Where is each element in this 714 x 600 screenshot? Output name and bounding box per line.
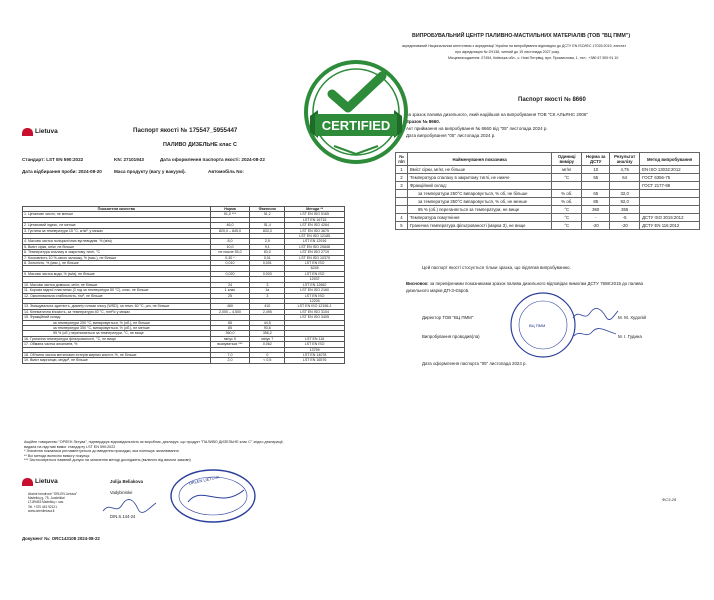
result-method-cell: ГОСТ 6356-75 (640, 174, 700, 182)
actual-cell: 1a (250, 288, 285, 293)
left-signature-icon (100, 497, 160, 517)
result-method-cell: EN ISO 13032:2012 (640, 166, 700, 174)
actual-cell: мінус 7 (250, 336, 285, 341)
conclusion-label: Висновок: (406, 281, 429, 286)
indicator-cell: 13. Змащувальна здатність, діаметр плями зносу (WSD), за темп. 60 °C, µm, не більше (23, 304, 211, 309)
sampling-value: 2024-08-20 (78, 169, 102, 174)
right-date-line: Дата оформлення паспорта "05" листопада 2024 р. (422, 361, 527, 366)
actual-cell: 3 (250, 293, 285, 298)
result-name-cell: 95 % (об.) переганяється за температури, не вище (407, 206, 551, 214)
result-norm-cell: 85 (582, 198, 610, 206)
right-header-name: Найменування показника (407, 153, 551, 166)
norm-cell: 85 (210, 325, 250, 330)
vehicle-label: Автомобіль No: (208, 169, 244, 174)
method-cell: LST EN ISO 3104 (285, 309, 345, 314)
orlen-stamp-icon (168, 466, 258, 526)
method-cell: LST EN 16715 (285, 217, 345, 222)
indicator-cell: за температури 350 °C, випаровується, % (об.), не менше (23, 325, 211, 330)
method-cell: LST EN 14078 (285, 352, 345, 357)
footer-logo-text: Lietuva (35, 478, 58, 485)
left-quality-passport (20, 104, 350, 549)
table-row (396, 222, 700, 230)
doc-number-label: Документ №: (22, 536, 51, 541)
left-product-name: ПАЛИВО ДИЗЕЛЬНЕ клас С (163, 142, 237, 148)
result-method-cell: ДСТУ EN 116:2012 (640, 222, 700, 230)
indicator-cell: 4. Масова частка поліциклічних вуглеводнів, % (м/м) (23, 239, 211, 244)
signer-name: Julija Beliakova (110, 479, 143, 484)
certified-label: CERTIFIED (321, 118, 391, 133)
accreditation-line-3: Місцезнаходження: 07454, Київська обл., с. Нові Петрівці, вул. Промислова, 1, тел.: +380 67 559 91 10 (448, 56, 619, 60)
tester-label: Випробування проводив(ла) (422, 334, 480, 339)
indicator-cell: 8. Зольність, % (мас.), не більше (23, 261, 211, 266)
result-no-cell (396, 206, 408, 214)
indicator-cell: 18. Об'ємна частка метилових естерів жирних кислот, %, не більше (23, 352, 211, 357)
director-name: М. М. Худолій (618, 315, 646, 320)
result-no-cell: 4 (396, 214, 408, 222)
result-unit-cell: °С (552, 206, 582, 214)
norm-cell: 360,0 (210, 331, 250, 336)
right-header-no: № п/п (396, 153, 408, 166)
table-row (396, 206, 700, 214)
method-cell: LST EN ISO 5165 (285, 212, 345, 217)
intro-sample: на зразок палива дизельного, який надійшов на випробування ТОВ "СК АЛЬЯНС 2006" (406, 112, 588, 117)
right-header-unit: Одиниці виміру (552, 153, 582, 166)
left-header-norm: Норма (210, 207, 250, 212)
result-norm-cell: 65 (582, 190, 610, 198)
result-method-cell: ГОСТ 2177-99 (640, 182, 700, 190)
conclusion-text-2: дизельного марки ДП-З-Євро5. (406, 288, 470, 293)
method-cell: LST EN ISO (285, 293, 345, 298)
table-row (396, 174, 700, 182)
kn-line (114, 158, 144, 163)
result-method-cell (640, 206, 700, 214)
company-address (28, 492, 77, 513)
actual-cell: 44,5 (250, 320, 285, 325)
tester-signature-icon (570, 326, 620, 342)
result-method-cell (640, 198, 700, 206)
kn-value: 27101943 (123, 157, 144, 162)
result-unit-cell (552, 182, 582, 190)
method-cell: LST EN ISO 12156-1 (285, 304, 345, 309)
note-line: ** Всі методи включно вимогу покупця (24, 453, 90, 458)
sampling-label: Дата відбирання проби: (22, 169, 78, 174)
signer-code: DIN.S.144-24 (110, 514, 136, 519)
badge-ring-icon (306, 62, 406, 162)
result-norm-cell: 10 (582, 166, 610, 174)
table-row (396, 166, 700, 174)
norm-cell: 8,0 (210, 239, 250, 244)
norm-cell: мінус 5 (210, 336, 250, 341)
indicator-cell: 14. Кінематична в'язкість, за температури 40 °C, mm²/с у межах (23, 309, 211, 314)
result-name-cell: за температури 250°С випаровується, % об, не більше (407, 190, 551, 198)
left-quality-table (22, 206, 345, 364)
result-name-cell: Температура помутніння (407, 214, 551, 222)
method-cell: 13759 (285, 347, 345, 352)
actual-cell: 9,1 (250, 244, 285, 249)
norm-cell: 24 (210, 282, 250, 287)
tester-name: М. І. Гудина (618, 334, 642, 339)
norm-cell: 2,000 – 4,500 (210, 309, 250, 314)
result-result-cell: 4,75 (610, 166, 640, 174)
right-passport-title: Паспорт якості № 8660 (518, 97, 586, 103)
orlen-logo-icon (22, 128, 33, 136)
intro-test-date: Дата випробування "05" листопада 2024 р. (406, 133, 496, 138)
right-results-table (395, 152, 700, 230)
norm-cell: 46,0 (210, 223, 250, 228)
table-row (23, 358, 345, 363)
actual-cell: 3 (250, 282, 285, 287)
left-notes (24, 440, 344, 463)
standard-label: Стандарт: (22, 157, 45, 162)
method-cell: LST EN 12916 (285, 239, 345, 244)
conclusion-text-1: за перевіреними показниками зразок палива дизельного відповідає вимогам ДСТУ 7688:2015 до палива (429, 281, 643, 286)
result-no-cell (396, 198, 408, 206)
method-cell: LST EN ISO (285, 261, 345, 266)
norm-cell: 2,0 (210, 358, 250, 363)
director-signature-icon (570, 306, 620, 324)
result-result-cell: 64 (610, 174, 640, 182)
method-cell: 12937 (285, 277, 345, 282)
actual-cell: 51,2 (250, 212, 285, 217)
conclusion-line-1 (406, 282, 643, 286)
intro-sample-no: Зразок № 8660. (406, 119, 441, 124)
result-method-cell: ДСТУ ISO 3015:2012 (640, 214, 700, 222)
method-cell: LST EN ISO 10370 (285, 255, 345, 260)
result-unit-cell: мг/кг (552, 166, 582, 174)
norm-cell: 1 клас (210, 288, 250, 293)
actual-cell: 356,2 (250, 331, 285, 336)
actual-cell: 0,003 (250, 271, 285, 276)
method-cell: LST EN ISO (285, 271, 345, 276)
result-result-cell: -20 (610, 222, 640, 230)
doc-number-value: ORC143108 2024-08-22 (51, 536, 100, 541)
indicator-cell: 2. Цетановий індекс, не менше (23, 223, 211, 228)
lab-stamp-text: ВЦ ПММ (529, 323, 546, 328)
director-label: Директор ТОВ "ВЦ ПММ" (422, 315, 474, 320)
right-table-header-row (396, 153, 700, 166)
result-result-cell (610, 182, 640, 190)
result-no-cell: 5 (396, 222, 408, 230)
indicator-cell: 17. Обмана частка алкилатів, % (23, 342, 211, 347)
left-header-actual: Фактично (250, 207, 285, 212)
norm-cell: 0,010 (210, 261, 250, 266)
actual-cell: 51,4 (250, 223, 285, 228)
right-header-method: Метод випробування (640, 153, 700, 166)
method-cell: LST EN 16576 (285, 358, 345, 363)
kn-label: KN: (114, 157, 123, 162)
indicator-cell: 15. Фракційний склад: (23, 315, 211, 320)
sampling-line (22, 170, 102, 175)
actual-cell: 410 (250, 304, 285, 309)
norm-cell: 10,0 (210, 244, 250, 249)
indicator-cell: за температури 250 °C, випаровується, % (об.), не більше (23, 320, 211, 325)
right-header-norm: Норма за ДСТУ (582, 153, 610, 166)
method-cell: 12205 (285, 298, 345, 303)
indicator-cell: 16. Гранична температура фільтрованості, °C, не вище (23, 336, 211, 341)
indicator-cell: 12. Окиснювальна стабільність, г/м³, не більше (23, 293, 211, 298)
norm-cell: 0,30 * (210, 255, 250, 260)
indicator-cell: 10. Масова частка домішок, мг/кг, не більше (23, 282, 211, 287)
actual-cell: 0,062 (250, 342, 285, 347)
table-row (396, 198, 700, 206)
method-cell: LST EN ISO 20846 (285, 244, 345, 249)
result-norm-cell: 360 (582, 206, 610, 214)
norm-cell: 460 (210, 304, 250, 309)
result-unit-cell: °С (552, 174, 582, 182)
indicator-cell: 6. Температура спалаху в закритому тиглі, °C (23, 250, 211, 255)
actual-cell: 0,01 (250, 255, 285, 260)
standard-line (22, 158, 83, 163)
certified-badge (302, 58, 410, 166)
result-no-cell: 3 (396, 182, 408, 190)
norm-cell: не нижче 55,0 (210, 250, 250, 255)
table-row (396, 190, 700, 198)
intro-act: Акт приймання на випробування № 8660 від "05" листопада 2024 р. (406, 126, 548, 131)
norm-cell: 25 (210, 293, 250, 298)
actual-cell: < 0,5 (250, 358, 285, 363)
method-cell: 6245 (285, 266, 345, 271)
note-line: * Значення показника регламентується до введення присадки, яка поліпшує запалювання (24, 449, 179, 453)
result-norm-cell: 55 (582, 174, 610, 182)
result-name-cell: Температура спалаху в закритому тиглі, не нижче (407, 174, 551, 182)
left-header-indicator: Показатели качества (23, 207, 211, 212)
method-cell: LST EN ISO 2719 (285, 250, 345, 255)
indicator-cell: 3. Густина за температури 15 °C, кг/м³, у межах (23, 228, 211, 233)
actual-cell: 2,495 (250, 309, 285, 314)
company-line: www.orlenlietuva.lt (28, 508, 55, 513)
accreditation-line-2: про акредитацію № 2H138, чинний до 19 листопада 2027 року. (455, 50, 560, 54)
orlen-stamp-text: ORLEN LIETUVA (188, 474, 220, 486)
passport-date-line (160, 158, 265, 163)
note-line: Акційне товариство "ОРЛЕН Лєтува", підтверджує відповідальність як виробник, декларує, що продукт "ПАЛИВО ДИЗЕЛЬНЕ клас С" згідно декларації, (24, 440, 284, 444)
result-norm-cell: -20 (582, 222, 610, 230)
method-cell: LST EN ISO (285, 342, 345, 347)
actual-cell: 0 (250, 352, 285, 357)
table-row (396, 214, 700, 222)
scope-note: Цей паспорт якості стосується тільки зразка, що підлягав випробуванню. (422, 265, 571, 270)
result-name-cell: Гранична температура фільтрованості (марка З), не вище (407, 222, 551, 230)
company-line: Tel. +370 443 92121 (28, 504, 57, 509)
right-header-result: Результат аналізу (610, 153, 640, 166)
signer-role: Vadybininkė (110, 490, 133, 495)
lab-stamp-icon (508, 290, 578, 360)
method-cell: LST EN ISO 3405 (285, 315, 345, 320)
result-unit-cell: °С (552, 222, 582, 230)
method-cell: LST EN ISO 12185 (285, 234, 345, 239)
indicator-cell: 7. Коксовність 10 %-ового залишку, % (мас.), не більше (23, 255, 211, 260)
result-unit-cell: % об. (552, 198, 582, 206)
result-norm-cell (582, 182, 610, 190)
indicator-cell: 19. Вміст марганцю, мг/дм³, не більше (23, 358, 211, 363)
accreditation-line-1: акредитований Національним агентством з акредитації України на випробування відповідно до ДСТУ EN ISO/IEC 17025:2019, атестат (402, 44, 626, 48)
result-unit-cell: °С (552, 214, 582, 222)
result-result-cell: 355 (610, 206, 640, 214)
result-unit-cell: % об. (552, 190, 582, 198)
indicator-cell: 5. Вміст сірки, мг/кг, не більше (23, 244, 211, 249)
company-line: Akcinė bendrovė "ORLEN Lietuva" (28, 492, 78, 496)
result-norm-cell: - (582, 214, 610, 222)
passport-date-value: 2024-08-22 (241, 157, 265, 162)
mass-label: Маса продукту (вагу у вакуумі). (114, 169, 186, 174)
footer-orlen-logo-icon (22, 478, 33, 486)
note-line: видана на підставі вимог стандарту LST EN 590:2022 (24, 444, 116, 449)
company-line: Mažeikių g. 75, Juodeikiai (28, 496, 65, 501)
indicator-cell: 1. Цетанове число, не менше (23, 212, 211, 217)
result-no-cell: 2 (396, 174, 408, 182)
right-quality-passport (400, 10, 700, 500)
doc-number-line (22, 537, 100, 541)
method-cell: LST EN 116 (285, 336, 345, 341)
left-header-method: Методи ** (285, 207, 345, 212)
actual-cell: 833,3 (250, 228, 285, 233)
norm-cell: 820,0 – 845,0 (210, 228, 250, 233)
table-row (396, 182, 700, 190)
method-cell: LST EN ISO 4264 (285, 223, 345, 228)
norm-cell: 51,0 *** (210, 212, 250, 217)
result-name-cell: за температури 350°С випаровується, % об, не менше (407, 198, 551, 206)
result-result-cell: -5 (610, 214, 640, 222)
note-line: *** Застосовується наявний допуск на заначення методі досліджень (включно від вимоги замовн) (24, 458, 191, 462)
standard-value: LST EN 590:2022 (46, 157, 84, 162)
result-name-cell: Вміст сірки, мг/кг, не більше (407, 166, 551, 174)
norm-cell: 0,020 (210, 271, 250, 276)
actual-cell: 2,9 (250, 239, 285, 244)
norm-cell: 65 (210, 320, 250, 325)
indicator-cell: 95 % (об.) переганяється за температури, °C, не вище (23, 331, 211, 336)
method-cell: LST EN ISO 2160 (285, 288, 345, 293)
indicator-cell: 11. Корозія мідної пластинки (3 год за температури 50 °C), клас, не більше (23, 288, 211, 293)
result-result-cell: 92,0 (610, 198, 640, 206)
result-no-cell (396, 190, 408, 198)
result-method-cell (640, 190, 700, 198)
indicator-cell: 9. Масова частка води, % (м/м), не більше (23, 271, 211, 276)
result-result-cell: 32,0 (610, 190, 640, 198)
norm-cell: вказуваться *** (210, 342, 250, 347)
method-cell: LST EN 12662 (285, 282, 345, 287)
actual-cell: 63,0 (250, 250, 285, 255)
result-name-cell: Фракційний склад: (407, 182, 551, 190)
actual-cell: 0,001 (250, 261, 285, 266)
form-code: ФСЗ-26 (662, 497, 677, 502)
result-no-cell: 1 (396, 166, 408, 174)
left-logo-text: Lietuva (35, 128, 58, 135)
passport-date-label: Дата оформлення паспорта якості: (160, 157, 241, 162)
actual-cell: 93,6 (250, 325, 285, 330)
method-cell: LST EN ISO 3675 (285, 228, 345, 233)
company-line: LT-89453 Mažeikių r. sav. (28, 500, 64, 505)
lab-header: ВИПРОБУВАЛЬНИЙ ЦЕНТР ПАЛИВНО-МАСТИЛЬНИХ МАТЕРІАЛІВ (ТОВ "ВЦ ПММ") (412, 33, 631, 39)
left-passport-title: Паспорт якості № 175547_5955447 (133, 127, 238, 134)
norm-cell: 7,0 (210, 352, 250, 357)
